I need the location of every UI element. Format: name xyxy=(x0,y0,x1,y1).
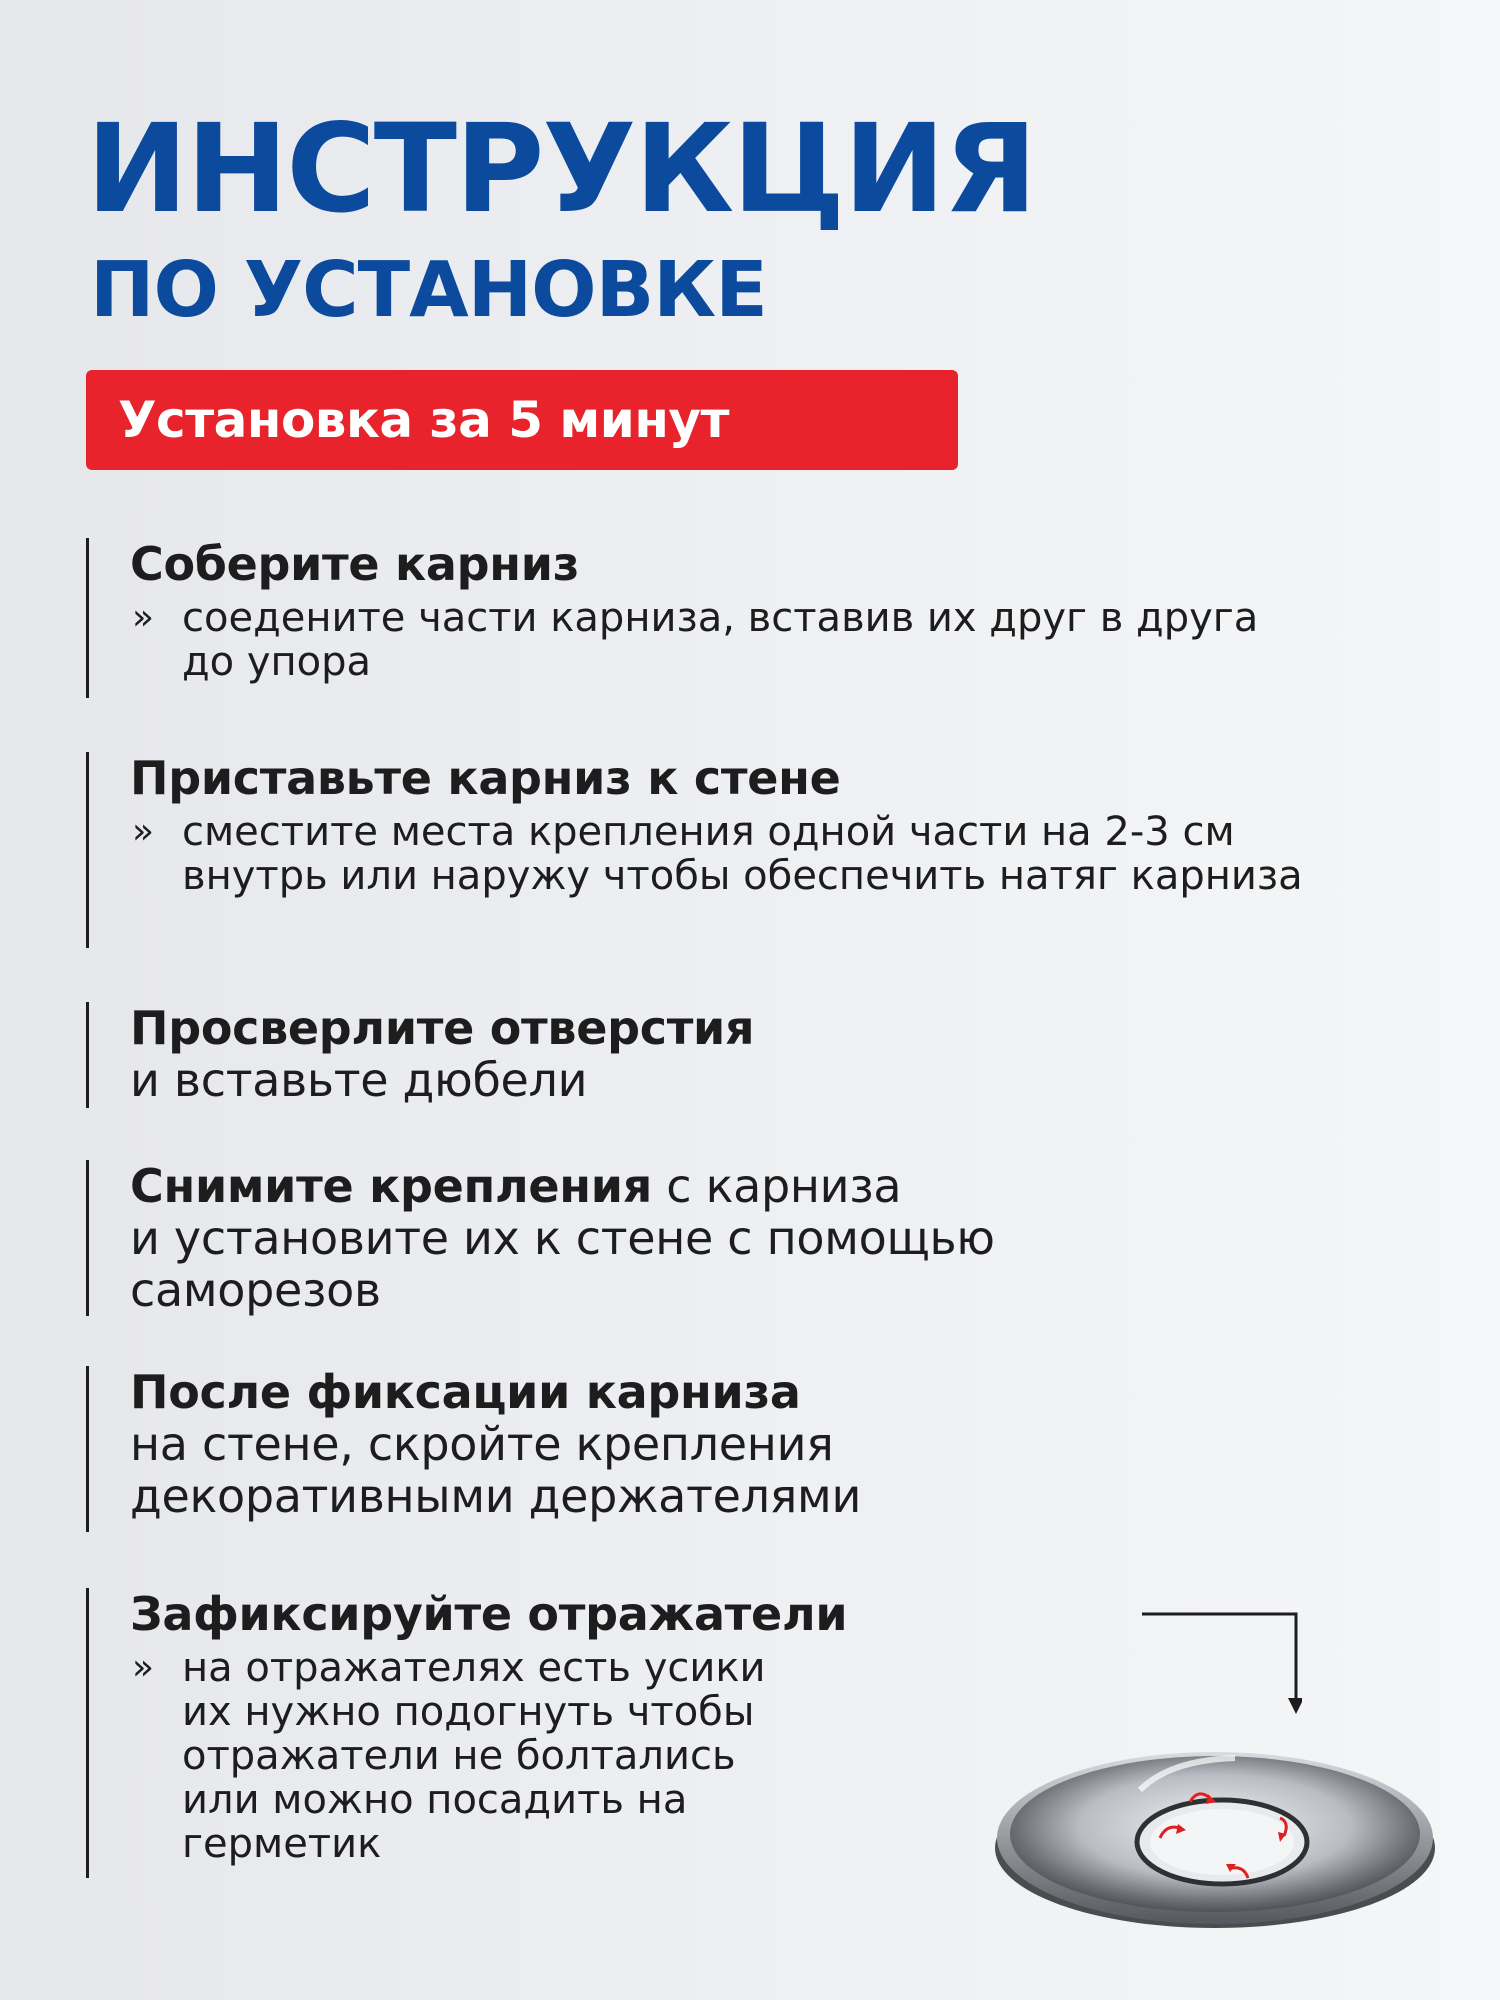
step-6 xyxy=(86,1588,847,1878)
step-divider xyxy=(86,752,89,948)
step-6-note-text: на отражателях есть усики их нужно подогнуть чтобы отражатели не болтались или можно посадить на герметик xyxy=(182,1645,766,1867)
page-title: ИНСТРУКЦИЯ xyxy=(86,98,1036,240)
step-4 xyxy=(86,1160,1090,1316)
step-5-heading: После фиксации карниза xyxy=(130,1365,801,1419)
step-3-heading: Просверлите отверстия xyxy=(130,1001,755,1055)
step-2-heading: Приставьте карниз к стене xyxy=(130,751,841,805)
step-1-note-text: соедените части карниза, вставив их друг в друга до упора xyxy=(182,595,1259,685)
step-divider xyxy=(86,1588,89,1878)
reflector-ring-image xyxy=(990,1730,1440,1930)
step-4-heading: Снимите крепления xyxy=(130,1159,652,1213)
step-3 xyxy=(86,1002,1130,1108)
step-divider xyxy=(86,1160,89,1316)
step-3-text: и вставьте дюбели xyxy=(130,1053,588,1107)
step-4-text: и установите их к стене с помощью саморезов xyxy=(130,1211,995,1317)
install-time-badge: Установка за 5 минут xyxy=(86,370,958,470)
step-2 xyxy=(86,752,1362,948)
bullet-icon: » xyxy=(132,811,155,852)
step-5-text: на стене, скройте крепления декоративными держателями xyxy=(130,1417,862,1523)
bullet-icon: » xyxy=(132,597,155,638)
step-5 xyxy=(86,1366,1150,1532)
step-4-text-inline: с карниза xyxy=(666,1159,902,1213)
step-2-note xyxy=(130,810,1362,898)
step-2-note-text: сместите места крепления одной части на 2-3 см внутрь или наружу чтобы обеспечить натяг карниза xyxy=(182,809,1303,899)
step-1-note xyxy=(130,596,1262,684)
step-divider xyxy=(86,1002,89,1108)
step-6-note xyxy=(130,1646,822,1866)
step-6-heading: Зафиксируйте отражатели xyxy=(130,1587,848,1641)
page-subtitle: ПО УСТАНОВКЕ xyxy=(90,246,767,335)
step-divider xyxy=(86,1366,89,1532)
step-divider xyxy=(86,538,89,698)
bullet-icon: » xyxy=(132,1647,155,1688)
arrow-down-icon xyxy=(1142,1606,1302,1716)
step-1 xyxy=(86,538,1262,698)
step-1-heading: Соберите карниз xyxy=(130,537,580,591)
